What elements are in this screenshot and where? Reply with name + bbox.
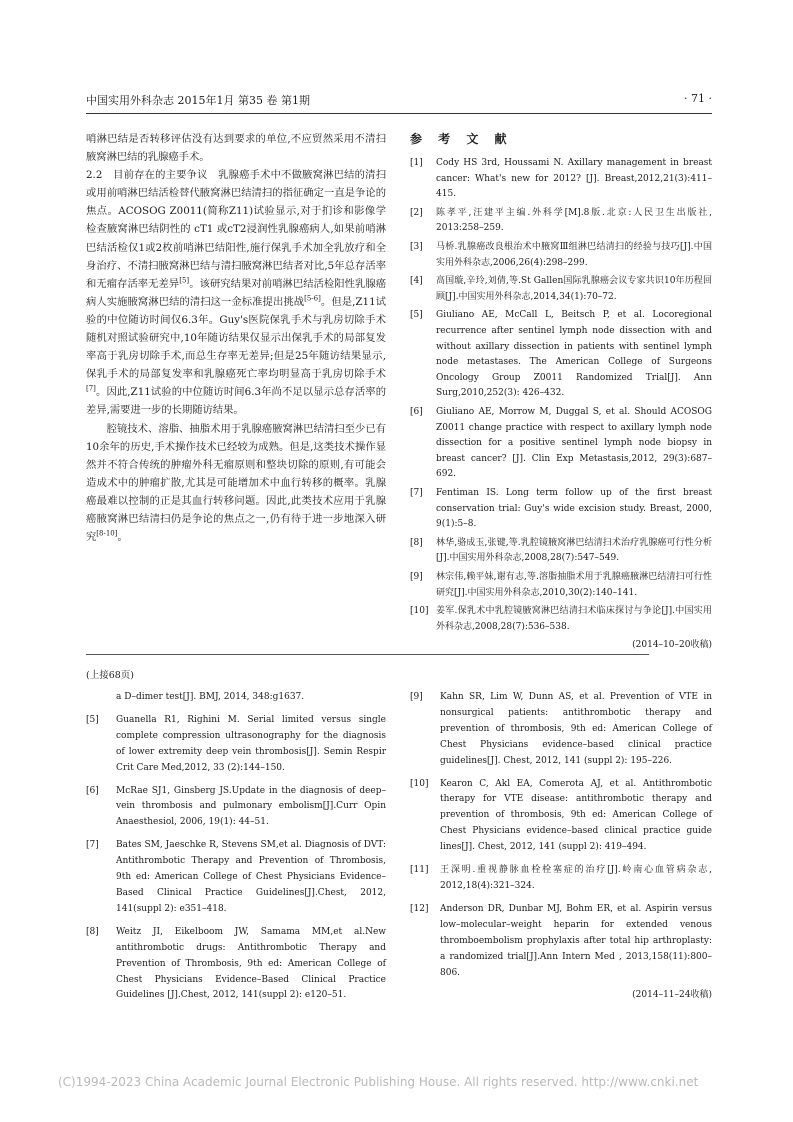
copyright-watermark: (C)1994-2023 China Academic Journal Electronic Publishing House. All rights reserved. http://www.cnki.net	[58, 1075, 699, 1089]
reference-number: [5]	[86, 714, 99, 725]
reference-item	[86, 925, 386, 1005]
header-rule	[86, 113, 712, 114]
reference-item	[410, 274, 712, 305]
reference-item	[86, 713, 386, 777]
reference-number: [8]	[410, 537, 423, 548]
reference-number: [1]	[410, 158, 423, 169]
continued-references-left	[86, 690, 386, 1011]
reference-text: 林华,骆成玉,张键,等.乳腔镜腋窝淋巴结清扫术治疗乳腺癌可行性分析[J].中国实用外科杂志,2008,28(7):547–549.	[436, 537, 712, 564]
reference-number: [9]	[410, 692, 423, 702]
reference-text: Kearon C, Akl EA, Comerota AJ, et al. Antithrombotic therapy for VTE disease: antithrombotic therapy and prevention of thrombosis, 9th ed: American College of Chest Physicians evidence–based clinical practice guide lines[J]. Chest, 2012, 141 (suppl 2): 419–494.	[440, 778, 712, 853]
reference-number: [8]	[86, 926, 99, 937]
reference-item	[86, 784, 386, 832]
citation: [5-6]	[304, 294, 321, 303]
reference-text: Giuliano AE, Morrow M, Duggal S, et al. Should ACOSOG Z0011 change practice with respect to axillary lymph node dissection for a positive sentinel lymph node biopsy in breast cancer? [J]. Clin Exp Metastasis,2012, 29(3):687–692.	[436, 407, 712, 480]
continued-from-note: (上接68页)	[86, 670, 135, 681]
received-date: (2014–11–24收稿)	[632, 990, 712, 1001]
reference-item	[410, 486, 712, 533]
reference-item	[410, 777, 712, 857]
reference-item	[86, 690, 386, 706]
reference-item	[410, 308, 712, 402]
reference-number: [5]	[410, 310, 423, 321]
reference-text: 高国璇,辛玲,刘倩,等.St Gallen国际乳腺癌会议专家共识10年历程回顾[J].中国实用外科杂志,2014,34(1):70–72.	[436, 276, 712, 302]
reference-number: [12]	[410, 903, 429, 914]
reference-number: [6]	[410, 407, 423, 417]
reference-text: a D–dimer test[J]. BMJ, 2014, 348:g1637.	[116, 692, 305, 702]
reference-number: [3]	[410, 242, 423, 253]
reference-text: Anderson DR, Dunbar MJ, Bohm ER, et al. Aspirin versus low–molecular–weight heparin for extended venous thromboembolism prophylaxis after total hip arthroplasty: a randomized trial[J].Ann Intern Med , 2013,158(11):800–806.	[440, 903, 712, 978]
reference-text: McRae SJ1, Ginsberg JS.Update in the diagnosis of deep–vein thrombosis and pulmonary embolism[J].Curr Opin Anaesthesiol, 2006, 19(1): 44–51.	[116, 785, 386, 828]
reference-text: 陈孝平,汪建平主编.外科学[M].8版.北京:人民卫生出版社, 2013:258–259.	[436, 207, 712, 234]
reference-item	[410, 405, 712, 483]
reference-text: Cody HS 3rd, Houssami N. Axillary management in breast cancer: What's new for 2012? [J]. Breast,2012,21(3):411–415.	[436, 158, 712, 200]
reference-item	[410, 536, 712, 567]
reference-text: 林宗伟,赖平妹,谢有志,等.溶脂抽脂术用于乳腺癌腋淋巴结清扫可行性研究[J].中国实用外科杂志,2010,30(2):140–141.	[436, 571, 712, 598]
references-list	[410, 690, 712, 981]
reference-number: [9]	[410, 571, 423, 582]
page-number: · 71 ·	[684, 92, 712, 105]
reference-item	[410, 570, 712, 601]
reference-number: [2]	[410, 207, 423, 218]
reference-text: 王深明.重视静脉血栓栓塞症的治疗[J].岭南心血管病杂志, 2012,18(4):321–324.	[440, 865, 712, 891]
reference-number: [10]	[410, 778, 429, 789]
paragraph-2: 2.2 目前存在的主要争议 乳腺癌手术中不做腋窝淋巴结的清扫或用前哨淋巴结活检替代腋窝淋巴结清扫的指征确定一直是争论的焦点。ACOSOG Z0011(简称Z11)试验显示,对于扪诊和影像学检查腋窝淋巴结阴性的 cT1 或cT2浸润性乳腺癌病人,如果前哨淋巴结活检仅1或2枚前哨淋巴结阳性,施行保乳手术加全乳放疗和全身治疗、不清扫腋窝淋巴结与清扫腋窝淋巴结者对比,5年总存活率和无瘤存活率无差异[5]。该研究结果对前哨淋巴结活检阳性乳腺癌病人实施腋窝淋巴结的清扫这一金标准提出挑战[5-6]。但是,Z11试验的中位随访时间仅6.3年。Guy's医院保乳手术与乳房切除手术随机对照试验研究中,10年随访结果仅显示出保乳手术的局部复发率高于乳房切除手术,而总生存率无差异;但是25年随访结果显示,保乳手术的局部复发率和乳腺癌死亡率均明显高于乳房切除手术[7]。因此,Z11试验的中位随访时间6.3年尚不足以显示总存活率的差异,需要进一步的长期随访结果。	[86, 169, 387, 417]
reference-text: Guanella R1, Righini M. Serial limited versus single complete compression ultrasonography for the diagnosis of lower extremity deep vein thrombosis[J]. Semin Respir Crit Care Med,2012, 33 (2):144–150.	[116, 714, 386, 773]
reference-item	[410, 863, 712, 895]
section-label: 2.2 目前存在的主要争议	[86, 169, 208, 182]
citation: [8-10]	[96, 529, 118, 538]
reference-item	[410, 156, 712, 203]
reference-item	[410, 240, 712, 271]
paragraph-1: 哨淋巴结是否转移评估没有达到要求的单位,不应贸然采用不清扫腋窝淋巴结的乳腺癌手术。	[86, 133, 386, 164]
reference-item	[86, 838, 386, 918]
reference-item	[410, 902, 712, 982]
citation: [5]	[179, 276, 190, 285]
reference-text: Bates SM, Jaeschke R, Stevens SM,et al. Diagnosis of DVT: Antithrombotic Therapy and Prevention of Thrombosis, 9th ed: American College of Chest Physicians Evidence–Based Clinical Practice Guidelines[J].Chest, 2012, 141(suppl 2): e351–418.	[116, 840, 386, 914]
running-head	[86, 92, 712, 110]
paragraph-3: 腔镜技术、溶脂、抽脂术用于乳腺癌腋窝淋巴结清扫至少已有10余年的历史,手术操作技术已经较为成熟。但是,这类技术操作显然并不符合传统的肿瘤外科无瘤原则和整块切除的原则,有可能会造成术中的肿瘤扩散,尤其是可能增加术中血行转移的概率。乳腺癌最难以控制的正是其血行转移问题。因此,此类技术应用于乳腺癌腋窝淋巴结清扫仍是争论的焦点之一,仍有待于进一步地深入研究[8-10]。	[86, 422, 386, 544]
citation: [7]	[86, 384, 96, 393]
journal-title: 中国实用外科杂志 2015年1月 第35 卷 第1期	[86, 94, 310, 107]
reference-text: Giuliano AE, McCall L, Beitsch P, et al. Locoregional recurrence after sentinel lymph node dissection with and without axillary dissection in patients with sentinel lymph node metastases. The American College of Surgeons Oncology Group Z0011 Randomized Trial[J]. Ann Surg,2010,252(3): 426–432.	[436, 310, 712, 399]
section-divider	[86, 654, 649, 655]
reference-number: [4]	[410, 276, 423, 287]
reference-text: Weitz JI, Eikelboom JW, Samama MM,et al.New antithrombotic drugs: Antithrombotic Therapy and Prevention of Thrombosis, 9th ed: American College of Chest Physicians Evidence–Based Clinical Practice Guidelines [J].Chest, 2012, 141(suppl 2): e120–51.	[116, 926, 386, 1001]
reference-text: 姜军.保乳术中乳腔镜腋窝淋巴结清扫术临床探讨与争论[J].中国实用外科杂志,2008,28(7):536–538.	[436, 606, 712, 632]
reference-number: [6]	[86, 785, 99, 796]
references-list	[410, 156, 712, 635]
received-date: (2014–10–20收稿)	[632, 640, 712, 651]
reference-item	[410, 206, 712, 237]
reference-item	[410, 690, 712, 770]
continued-references-right	[410, 690, 712, 1003]
reference-number: [7]	[410, 487, 423, 498]
reference-item	[410, 604, 712, 635]
references-section	[410, 130, 712, 653]
references-heading: 参 考 文 献	[410, 132, 513, 146]
reference-text: Fentiman IS. Long term follow up of the first breast conservation trial: Guy's wide excision study. Breast, 2000, 9(1):5–8.	[436, 487, 712, 530]
body-text-column	[86, 130, 386, 546]
reference-text: Kahn SR, Lim W, Dunn AS, et al. Prevention of VTE in nonsurgical patients: antithrombotic therapy and prevention of thrombosis, 9th ed: American College of Chest Physicians evidence–based clinical practice guidelines[J]. Chest, 2012, 141 (suppl 2): 195–226.	[440, 692, 712, 766]
reference-number: [11]	[410, 865, 429, 876]
reference-number: [7]	[86, 840, 99, 851]
reference-number: [10]	[410, 606, 429, 617]
reference-text: 马桥.乳腺癌改良根治术中腋窝Ⅲ组淋巴结清扫的经验与技巧[J].中国实用外科杂志,2006,26(4):298–299.	[436, 242, 712, 268]
